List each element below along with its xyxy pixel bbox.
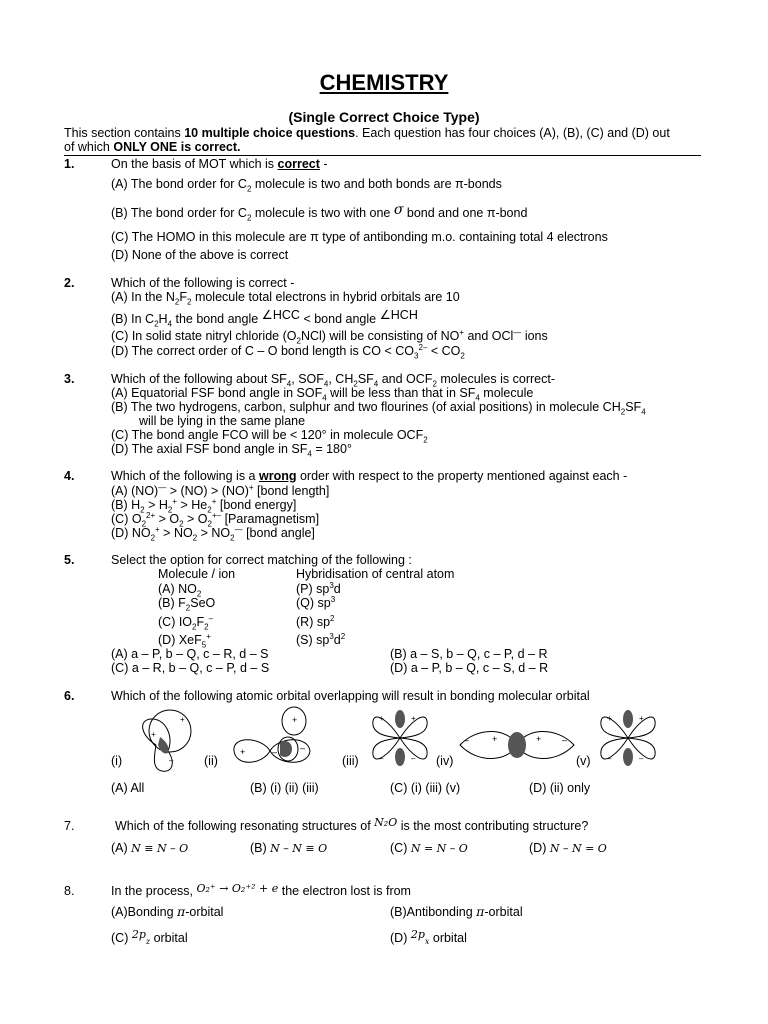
option-a: (A) In the $N_2F_2$ molecule total electrons in hybrid orbitals are 10 (111, 290, 460, 307)
question-number: 8. (64, 884, 75, 898)
option-c: (C) The HOMO in this molecule are π type of antibonding m.o. containing total 4 electrons (111, 230, 608, 244)
section-subtitle: (Single Correct Choice Type) (288, 109, 480, 125)
option-a: (A) Equatorial FSF bond angle in $SOF_4$ will be less than that in $SF_4$ molecule (111, 386, 534, 403)
svg-text:–: – (300, 743, 306, 753)
option-b: (B) N – N ≡ O (250, 841, 328, 855)
svg-text:–: – (379, 754, 384, 763)
orbital-label-iii: (iii) (342, 754, 359, 768)
question-number: 2. (64, 276, 75, 290)
svg-text:+: + (639, 714, 644, 723)
orbital-diagram-ii (232, 705, 312, 769)
option-a: (A) a – P, b – Q, c – R, d – S (111, 647, 269, 661)
option-d: (D) The axial FSF bond angle in $SF_4 = 180^\circ$ (111, 442, 352, 459)
question-stem: Which of the following about $SF_4$, $SOF_4$, $CH_2SF_4$ and $OCF_2$ molecules is correct- (111, 372, 555, 389)
option-d: (D) (ii) only (529, 781, 591, 795)
option-b: (B)Antibonding π-orbital (390, 904, 523, 919)
question-stem: Which of the following is correct - (111, 276, 295, 290)
svg-text:+: + (292, 715, 298, 725)
option-c: (C) a – R, b – Q, c – P, d – S (111, 661, 270, 675)
match-item-q: (Q) $sp^3$ (296, 594, 336, 610)
option-b: (B) In $C_2H_4$ the bond angle ∠HCC < bond angle ∠HCH (111, 308, 418, 329)
match-item-s: (S) $sp^3d^2$ (296, 631, 346, 647)
svg-text:+: + (180, 715, 185, 724)
option-a: (A) All (111, 781, 145, 795)
column-header-hybridisation: Hybridisation of central atom (296, 567, 455, 581)
question-number: 7. (64, 819, 75, 833)
question-stem: Which of the following resonating structures of N₂O is the most contributing structure? (115, 816, 589, 833)
orbital-diagram-iii (369, 707, 431, 769)
option-c: (C) The bond angle FCO will be < 120° in molecule $OCF_2$ (111, 428, 428, 445)
svg-text:+: + (411, 714, 416, 723)
question-stem: On the basis of MOT which is correct - (111, 157, 328, 171)
orbital-diagram-i (132, 707, 194, 775)
question-number: 1. (64, 157, 75, 171)
orbital-label-iv: (iv) (436, 754, 454, 768)
option-c: (C) (i) (iii) (v) (390, 781, 461, 795)
option-b-continued: will be lying in the same plane (139, 414, 306, 428)
match-item-p: (P) $sp^3d$ (296, 580, 341, 596)
option-d: (D) $2p_x$ orbital (390, 928, 467, 946)
question-number: 4. (64, 469, 75, 483)
option-c: (C) N = N – O (390, 841, 468, 855)
intro-line-2: of which ONLY ONE is correct. (64, 140, 241, 154)
match-item-d: (D) XeF$_5$+ (158, 631, 211, 650)
svg-text:–: – (169, 756, 174, 765)
svg-text:–: – (607, 754, 612, 763)
question-stem: Which of the following is a wrong order with respect to the property mentioned against each - (111, 469, 628, 483)
question-number: 6. (64, 689, 75, 703)
svg-text:–: – (411, 754, 416, 763)
header-rule (64, 155, 701, 156)
svg-text:–: – (562, 735, 568, 745)
option-d: (D) None of the above is correct (111, 248, 289, 262)
option-a: (A) (NO)— > (NO) > (NO)+ [bond length] (111, 482, 330, 498)
intro-line-1: This section contains 10 multiple choice questions. Each question has four choices (A), (B), (C) and (D) out (64, 126, 670, 140)
svg-text:+: + (492, 734, 498, 744)
orbital-label-i: (i) (111, 754, 123, 768)
option-a: (A) The bond order for $C_2$ molecule is two and both bonds are π-bonds (111, 177, 502, 194)
option-d: (D) N – N = O (529, 841, 607, 855)
orbital-diagram-iv (458, 722, 576, 768)
option-d: (D) $NO_2^+ > NO_2 > NO_2^—$ [bond angle] (111, 524, 315, 543)
option-b: (B) a – S, b – Q, c – P, d – R (390, 647, 548, 661)
question-stem: In the process, O₂⁺ → O₂⁺² + e the electron lost is from (111, 882, 411, 898)
option-c: (C) $O_2^{2+} > O_2 > O_2^{+-}$ [Paramagnetism] (111, 510, 320, 529)
option-c: (C) $2p_z$ orbital (111, 928, 188, 946)
orbital-label-v: (v) (576, 754, 591, 768)
svg-text:+: + (151, 730, 156, 739)
option-b: (B) The two hydrogens, carbon, sulphur and two flourines (of axial positions) in molecule $CH_2SF_4$ (111, 400, 646, 417)
match-item-a: (A) $NO_2$ (158, 582, 202, 599)
option-d: (D) a – P, b – Q, c – S, d – R (390, 661, 549, 675)
question-stem: Select the option for correct matching of the following : (111, 553, 412, 567)
option-b: (B) (i) (ii) (iii) (250, 781, 319, 795)
option-c: (C) In solid state nitryl chloride $(O_2NCl)$ will be consisting of NO+ and OCl— ions (111, 327, 548, 346)
svg-text:+: + (379, 714, 384, 723)
option-d: (D) The correct order of C – O bond length is CO < $CO_3^{2-} < CO_2$ (111, 342, 465, 361)
option-a: (A) N ≡ N – O (111, 841, 189, 855)
svg-text:+: + (536, 734, 542, 744)
svg-text:–: – (639, 754, 644, 763)
svg-text:+: + (607, 714, 612, 723)
column-header-molecule: Molecule / ion (158, 567, 236, 581)
option-b: (B) $H_2 > H_2^+ > He_2^+$ [bond energy] (111, 496, 297, 515)
svg-text:–: – (464, 735, 470, 745)
match-item-r: (R) $sp^2$ (296, 613, 335, 629)
svg-text:+: + (240, 747, 246, 757)
orbital-diagram-v (597, 707, 659, 769)
option-a: (A)Bonding π-orbital (111, 904, 224, 919)
orbital-label-ii: (ii) (204, 754, 218, 768)
match-item-c: (C) $IO_2F_2^-$ (158, 613, 214, 632)
question-stem: Which of the following atomic orbital overlapping will result in bonding molecular orbital (111, 689, 590, 703)
question-number: 5. (64, 553, 75, 567)
svg-text:–: – (272, 747, 278, 757)
option-b: (B) The bond order for $C_2$ molecule is two with one σ bond and one π-bond (111, 202, 528, 223)
question-number: 3. (64, 372, 75, 386)
match-item-b: (B) $F_2SeO$ (158, 596, 216, 613)
page-title: CHEMISTRY (319, 70, 449, 95)
